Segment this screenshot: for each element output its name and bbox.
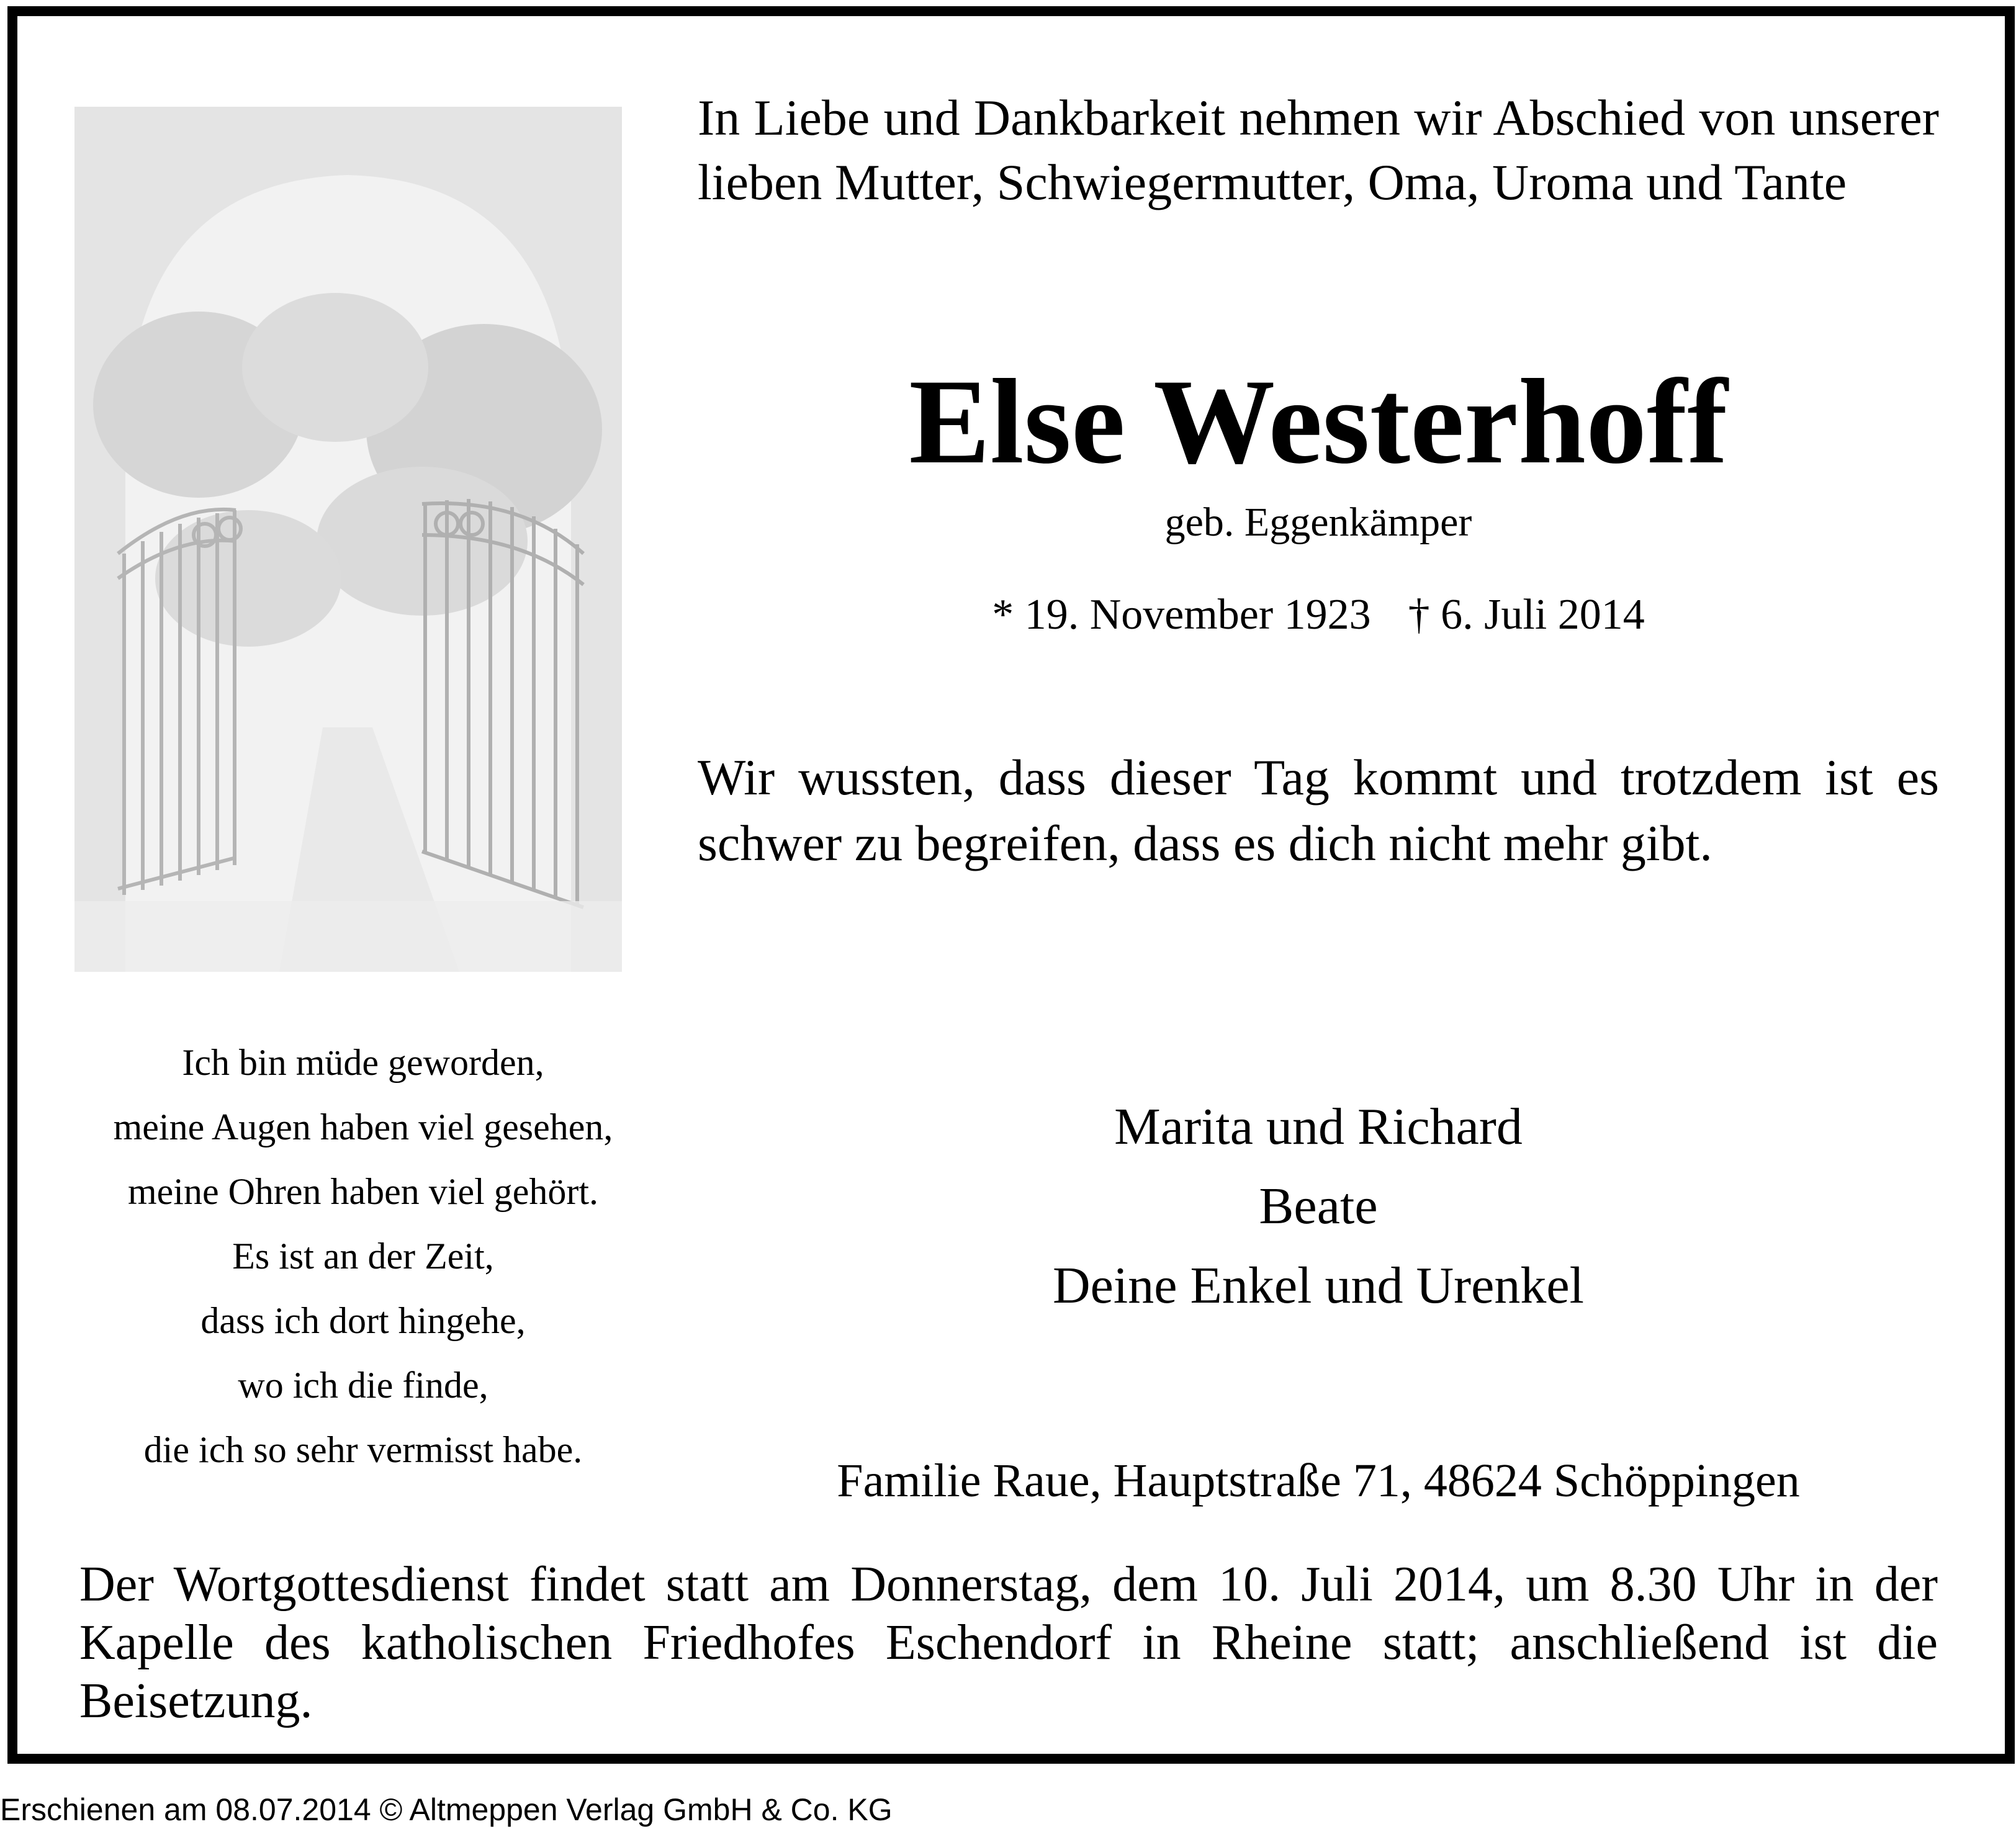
- deceased-name: Else Westerhoff: [909, 354, 1728, 489]
- poem-line: meine Augen haben viel gesehen,: [113, 1107, 613, 1147]
- mourners: [698, 1087, 1939, 1326]
- family-address: Familie Raue, Hauptstraße 71, 48624 Schöppingen: [837, 1455, 1800, 1507]
- mourner-line: Beate: [1259, 1177, 1378, 1235]
- poem-line: Es ist an der Zeit,: [232, 1236, 494, 1277]
- intro-text: In Liebe und Dankbarkeit nehmen wir Abschied von unserer lieben Mutter, Schwiegermutter, Oma, Uroma und Tante: [698, 89, 1939, 210]
- death-date: † 6. Juli 2014: [1408, 591, 1645, 639]
- poem-line: wo ich die finde,: [238, 1365, 488, 1406]
- poem-line: die ich so sehr vermisst habe.: [143, 1429, 583, 1470]
- memorial-quote: Wir wussten, dass dieser Tag kommt und trotzdem ist es schwer zu begreifen, dass es dich nicht mehr gibt.: [698, 749, 1939, 871]
- mourner-line: Marita und Richard: [1114, 1098, 1523, 1156]
- gate-illustration-icon: [74, 107, 622, 972]
- life-dates: [698, 587, 1939, 643]
- garden-gate-photo: [74, 107, 622, 972]
- birth-date: * 19. November 1923: [992, 591, 1371, 639]
- poem: [62, 1030, 664, 1482]
- publication-footer: Erschienen am 08.07.2014 © Altmeppen Verlag GmbH & Co. KG: [0, 1792, 893, 1827]
- mourner-line: Deine Enkel und Urenkel: [1052, 1257, 1585, 1314]
- poem-line: meine Ohren haben viel gehört.: [127, 1171, 599, 1212]
- poem-line: Ich bin müde geworden,: [182, 1042, 544, 1083]
- maiden-name: geb. Eggenkämper: [1164, 500, 1472, 545]
- service-info: Der Wortgottesdienst findet statt am Donnerstag, dem 10. Juli 2014, um 8.30 Uhr in der Kapelle des katholischen Friedhofes Eschendorf in Rheine statt; anschließend ist die Beisetzung.: [79, 1557, 1938, 1728]
- poem-line: dass ich dort hingehe,: [200, 1300, 526, 1341]
